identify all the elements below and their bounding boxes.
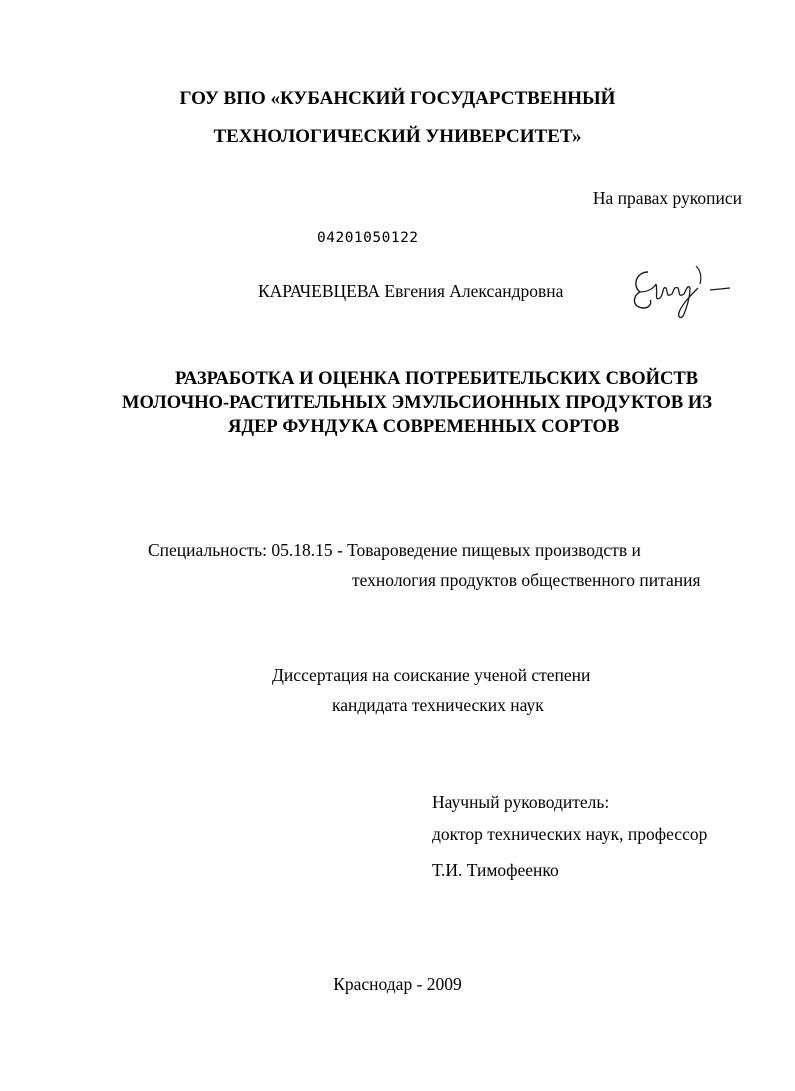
author-signature xyxy=(626,258,738,322)
degree-line-2: кандидата технических наук xyxy=(332,695,544,715)
specialty-line-1: Специальность: 05.18.15 - Товароведение пищевых производств и xyxy=(148,540,641,560)
institution-name-line-1: ГОУ ВПО «КУБАНСКИЙ ГОСУДАРСТВЕННЫЙ xyxy=(179,88,616,109)
author-name: КАРАЧЕВЦЕВА Евгения Александровна xyxy=(258,281,564,301)
supervisor-title: доктор технических наук, профессор xyxy=(432,824,708,844)
institution-name-line-2: ТЕХНОЛОГИЧЕСКИЙ УНИВЕРСИТЕТ» xyxy=(213,126,582,147)
registration-number: 04201050122 xyxy=(317,230,419,246)
degree-line-1: Диссертация на соискание ученой степени xyxy=(272,665,591,685)
title-line-2: МОЛОЧНО-РАСТИТЕЛЬНЫХ ЭМУЛЬСИОННЫХ ПРОДУКТОВ ИЗ xyxy=(122,393,712,413)
title-line-1: РАЗРАБОТКА И ОЦЕНКА ПОТРЕБИТЕЛЬСКИХ СВОЙСТВ xyxy=(175,369,699,389)
city-year: Краснодар - 2009 xyxy=(333,974,462,994)
manuscript-note: На правах рукописи xyxy=(592,188,742,208)
title-line-3: ЯДЕР ФУНДУКА СОВРЕМЕННЫХ СОРТОВ xyxy=(228,417,620,437)
supervisor-label: Научный руководитель: xyxy=(432,792,610,812)
supervisor-name: Т.И. Тимофеенко xyxy=(432,860,559,880)
specialty-line-2: технология продуктов общественного питания xyxy=(352,570,701,590)
